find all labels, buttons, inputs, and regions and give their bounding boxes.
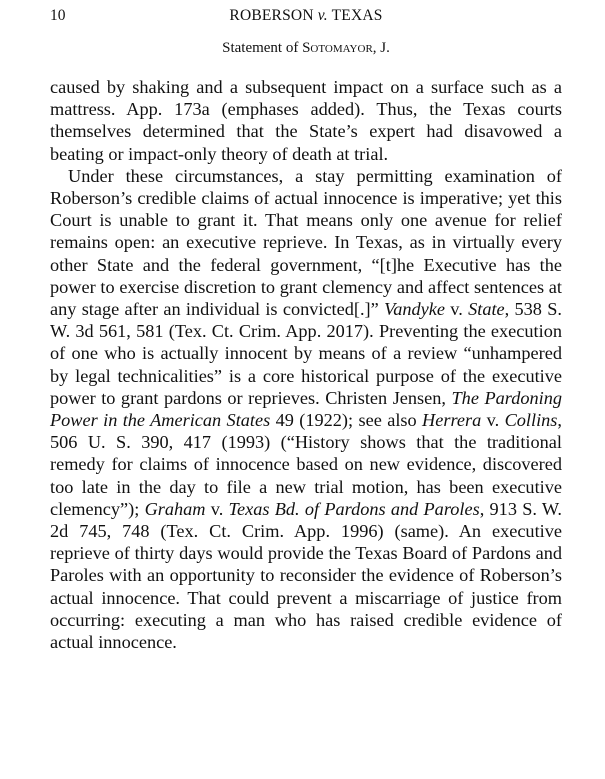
paragraph-2	[50, 165, 562, 653]
case-caption	[50, 7, 562, 25]
book-title: The Pardoning Power in the American States	[50, 387, 562, 431]
citation-graham-cite: , 913 S. W. 2d 745, 748 (Tex. Ct. Crim. App. 1996) (same). An executive reprieve of thirty days would provide the Texas Board of Pardons and Paroles with an opportunity to reconsider the evidence of Roberson’s actual innocence. That could prevent a miscarriage of justice from occurring: executing a man who has raised credible evidence of actual innocence.	[50, 498, 562, 653]
case-party-left: ROBERSON	[229, 7, 314, 24]
citation-herrera-cite: , 506 U. S. 390, 417 (1993) (“History shows that the traditional remedy for claims of innocence based on new evidence, discovered too late in the day to file a new trial motion, has been executive clemency”);	[50, 410, 562, 519]
book-cite: 49 (1922); see also	[270, 410, 423, 431]
case-versus: v.	[317, 7, 328, 24]
citation-graham-party: Texas Bd. of Pardons and Paroles	[228, 498, 480, 519]
opinion-body	[50, 76, 562, 653]
opinion-page	[50, 0, 562, 653]
citation-vandyke-cite: , 538 S. W. 3d 561, 581 (Tex. Ct. Crim. App. 2017). Preventing the execution of one who is actually innocent by means of a review “unhampered by legal technicalities” is a core historical purpose of the executive power to grant pardons or reprieves. Christen Jensen,	[50, 299, 562, 408]
citation-herrera-name: Herrera	[422, 410, 482, 431]
running-header	[50, 0, 562, 40]
statement-author: Sotomayor	[302, 40, 373, 56]
paragraph-1: caused by shaking and a subsequent impact on a surface such as a mattress. App. 173a (emphases added). Thus, the Texas courts themselves determined that the State’s expert had disavowed a beating or impact-only theory of death at trial.	[50, 77, 562, 164]
statement-line	[50, 40, 562, 76]
citation-graham-v: v.	[205, 498, 229, 519]
page-number: 10	[50, 7, 66, 24]
citation-graham-name: Graham	[144, 498, 206, 519]
citation-vandyke-name: Vandyke	[384, 299, 445, 320]
citation-vandyke-v: v.	[444, 299, 469, 320]
statement-suffix: , J.	[372, 40, 390, 56]
statement-prefix: Statement of	[222, 40, 303, 56]
citation-herrera-party: Collins	[504, 410, 558, 431]
citation-herrera-v: v.	[481, 410, 505, 431]
case-party-right: TEXAS	[331, 7, 383, 24]
citation-vandyke-party: State	[468, 299, 505, 320]
p2-text-1: Under these circumstances, a stay permitting examination of Roberson’s credible claims of actual innocence is imperative; yet this Court is unable to grant it. That means only one avenue for relief remains open: an executive reprieve. In Texas, as in virtually every other State and the federal government, “[t]he Executive has the power to exercise discretion to grant clemency and affect sentences at any stage after an individual is convicted[.]”	[50, 165, 562, 320]
